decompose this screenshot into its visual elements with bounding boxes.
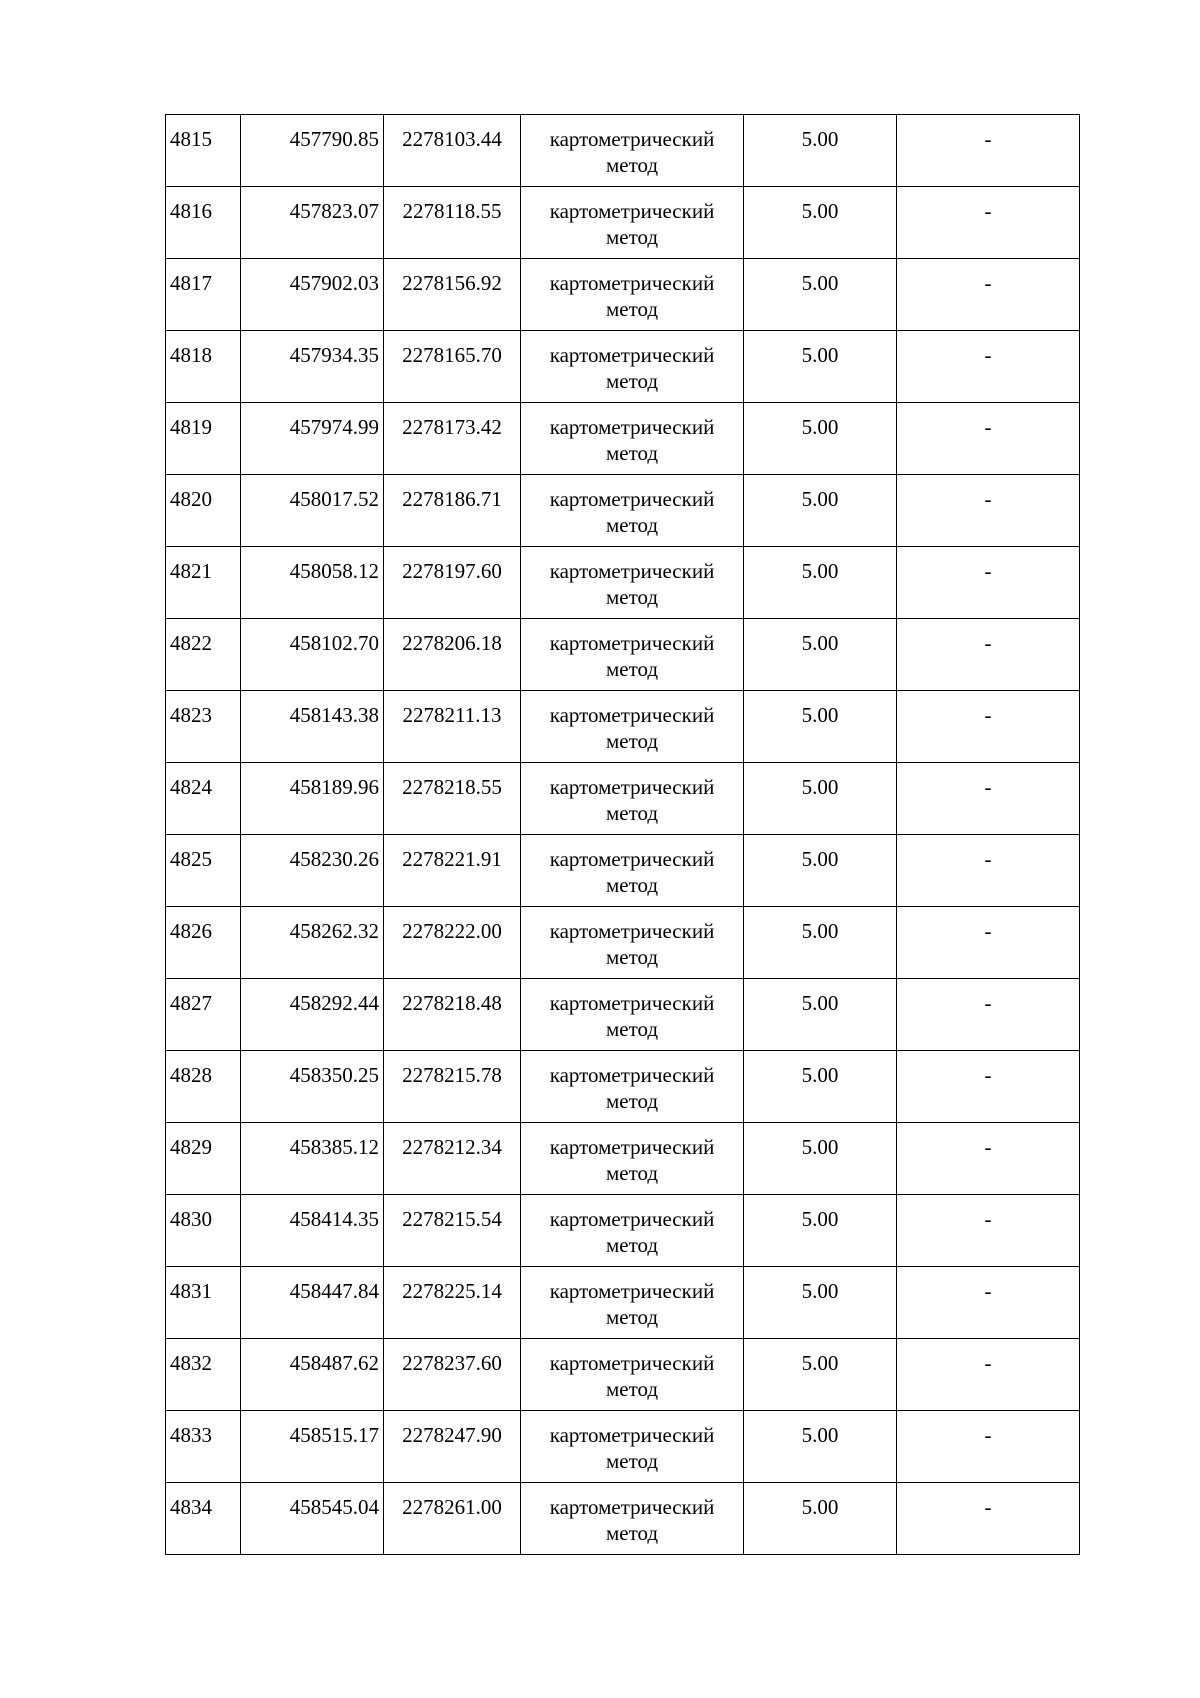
table-row bbox=[166, 1339, 1080, 1411]
coordinates-table-body bbox=[166, 115, 1080, 1555]
y-coordinate-cell: 2278186.71 bbox=[384, 475, 521, 547]
y-coordinate-cell: 2278221.91 bbox=[384, 835, 521, 907]
y-coordinate-cell: 2278247.90 bbox=[384, 1411, 521, 1483]
note-cell: - bbox=[897, 835, 1080, 907]
precision-cell: 5.00 bbox=[744, 1411, 897, 1483]
method-cell: картометрический метод bbox=[521, 547, 744, 619]
note-cell: - bbox=[897, 763, 1080, 835]
precision-cell: 5.00 bbox=[744, 403, 897, 475]
table-row bbox=[166, 259, 1080, 331]
x-coordinate-cell: 458017.52 bbox=[241, 475, 384, 547]
note-cell: - bbox=[897, 1123, 1080, 1195]
x-coordinate-cell: 457790.85 bbox=[241, 115, 384, 187]
table-row bbox=[166, 1123, 1080, 1195]
method-cell: картометрический метод bbox=[521, 1267, 744, 1339]
point-number-cell: 4820 bbox=[166, 475, 241, 547]
table-row bbox=[166, 835, 1080, 907]
y-coordinate-cell: 2278215.54 bbox=[384, 1195, 521, 1267]
x-coordinate-cell: 457823.07 bbox=[241, 187, 384, 259]
x-coordinate-cell: 458230.26 bbox=[241, 835, 384, 907]
table-row bbox=[166, 979, 1080, 1051]
x-coordinate-cell: 457902.03 bbox=[241, 259, 384, 331]
method-cell: картометрический метод bbox=[521, 475, 744, 547]
table-row bbox=[166, 187, 1080, 259]
note-cell: - bbox=[897, 1339, 1080, 1411]
method-cell: картометрический метод bbox=[521, 835, 744, 907]
x-coordinate-cell: 458058.12 bbox=[241, 547, 384, 619]
precision-cell: 5.00 bbox=[744, 835, 897, 907]
table-row bbox=[166, 1051, 1080, 1123]
y-coordinate-cell: 2278261.00 bbox=[384, 1483, 521, 1555]
y-coordinate-cell: 2278212.34 bbox=[384, 1123, 521, 1195]
method-cell: картометрический метод bbox=[521, 619, 744, 691]
point-number-cell: 4816 bbox=[166, 187, 241, 259]
note-cell: - bbox=[897, 403, 1080, 475]
point-number-cell: 4832 bbox=[166, 1339, 241, 1411]
y-coordinate-cell: 2278211.13 bbox=[384, 691, 521, 763]
precision-cell: 5.00 bbox=[744, 1483, 897, 1555]
precision-cell: 5.00 bbox=[744, 1051, 897, 1123]
y-coordinate-cell: 2278206.18 bbox=[384, 619, 521, 691]
note-cell: - bbox=[897, 1483, 1080, 1555]
method-cell: картометрический метод bbox=[521, 979, 744, 1051]
table-row bbox=[166, 115, 1080, 187]
point-number-cell: 4826 bbox=[166, 907, 241, 979]
point-number-cell: 4824 bbox=[166, 763, 241, 835]
x-coordinate-cell: 458292.44 bbox=[241, 979, 384, 1051]
precision-cell: 5.00 bbox=[744, 907, 897, 979]
table-row bbox=[166, 475, 1080, 547]
note-cell: - bbox=[897, 691, 1080, 763]
point-number-cell: 4822 bbox=[166, 619, 241, 691]
x-coordinate-cell: 458447.84 bbox=[241, 1267, 384, 1339]
table-row bbox=[166, 691, 1080, 763]
point-number-cell: 4823 bbox=[166, 691, 241, 763]
precision-cell: 5.00 bbox=[744, 331, 897, 403]
note-cell: - bbox=[897, 907, 1080, 979]
precision-cell: 5.00 bbox=[744, 547, 897, 619]
x-coordinate-cell: 458143.38 bbox=[241, 691, 384, 763]
precision-cell: 5.00 bbox=[744, 1123, 897, 1195]
point-number-cell: 4819 bbox=[166, 403, 241, 475]
method-cell: картометрический метод bbox=[521, 1123, 744, 1195]
method-cell: картометрический метод bbox=[521, 187, 744, 259]
x-coordinate-cell: 458262.32 bbox=[241, 907, 384, 979]
note-cell: - bbox=[897, 331, 1080, 403]
method-cell: картометрический метод bbox=[521, 907, 744, 979]
x-coordinate-cell: 458350.25 bbox=[241, 1051, 384, 1123]
method-cell: картометрический метод bbox=[521, 691, 744, 763]
y-coordinate-cell: 2278173.42 bbox=[384, 403, 521, 475]
precision-cell: 5.00 bbox=[744, 619, 897, 691]
coordinates-table bbox=[165, 114, 1080, 1555]
x-coordinate-cell: 457974.99 bbox=[241, 403, 384, 475]
precision-cell: 5.00 bbox=[744, 187, 897, 259]
method-cell: картометрический метод bbox=[521, 331, 744, 403]
point-number-cell: 4833 bbox=[166, 1411, 241, 1483]
precision-cell: 5.00 bbox=[744, 1195, 897, 1267]
method-cell: картометрический метод bbox=[521, 115, 744, 187]
y-coordinate-cell: 2278156.92 bbox=[384, 259, 521, 331]
note-cell: - bbox=[897, 979, 1080, 1051]
method-cell: картометрический метод bbox=[521, 1051, 744, 1123]
table-row bbox=[166, 547, 1080, 619]
note-cell: - bbox=[897, 547, 1080, 619]
point-number-cell: 4825 bbox=[166, 835, 241, 907]
method-cell: картометрический метод bbox=[521, 1411, 744, 1483]
table-row bbox=[166, 619, 1080, 691]
y-coordinate-cell: 2278118.55 bbox=[384, 187, 521, 259]
x-coordinate-cell: 458385.12 bbox=[241, 1123, 384, 1195]
x-coordinate-cell: 458545.04 bbox=[241, 1483, 384, 1555]
table-row bbox=[166, 1195, 1080, 1267]
method-cell: картометрический метод bbox=[521, 1339, 744, 1411]
x-coordinate-cell: 458102.70 bbox=[241, 619, 384, 691]
point-number-cell: 4815 bbox=[166, 115, 241, 187]
x-coordinate-cell: 458189.96 bbox=[241, 763, 384, 835]
note-cell: - bbox=[897, 259, 1080, 331]
method-cell: картометрический метод bbox=[521, 1483, 744, 1555]
point-number-cell: 4821 bbox=[166, 547, 241, 619]
note-cell: - bbox=[897, 1195, 1080, 1267]
table-row bbox=[166, 331, 1080, 403]
note-cell: - bbox=[897, 187, 1080, 259]
note-cell: - bbox=[897, 475, 1080, 547]
table-row bbox=[166, 1411, 1080, 1483]
y-coordinate-cell: 2278165.70 bbox=[384, 331, 521, 403]
table-row bbox=[166, 763, 1080, 835]
note-cell: - bbox=[897, 115, 1080, 187]
precision-cell: 5.00 bbox=[744, 1339, 897, 1411]
precision-cell: 5.00 bbox=[744, 979, 897, 1051]
method-cell: картометрический метод bbox=[521, 259, 744, 331]
y-coordinate-cell: 2278222.00 bbox=[384, 907, 521, 979]
note-cell: - bbox=[897, 1411, 1080, 1483]
precision-cell: 5.00 bbox=[744, 691, 897, 763]
method-cell: картометрический метод bbox=[521, 1195, 744, 1267]
note-cell: - bbox=[897, 1051, 1080, 1123]
point-number-cell: 4830 bbox=[166, 1195, 241, 1267]
y-coordinate-cell: 2278225.14 bbox=[384, 1267, 521, 1339]
precision-cell: 5.00 bbox=[744, 115, 897, 187]
y-coordinate-cell: 2278103.44 bbox=[384, 115, 521, 187]
point-number-cell: 4827 bbox=[166, 979, 241, 1051]
x-coordinate-cell: 458414.35 bbox=[241, 1195, 384, 1267]
y-coordinate-cell: 2278218.55 bbox=[384, 763, 521, 835]
note-cell: - bbox=[897, 1267, 1080, 1339]
method-cell: картометрический метод bbox=[521, 403, 744, 475]
table-row bbox=[166, 907, 1080, 979]
precision-cell: 5.00 bbox=[744, 1267, 897, 1339]
x-coordinate-cell: 458487.62 bbox=[241, 1339, 384, 1411]
precision-cell: 5.00 bbox=[744, 259, 897, 331]
table-row bbox=[166, 1483, 1080, 1555]
y-coordinate-cell: 2278197.60 bbox=[384, 547, 521, 619]
point-number-cell: 4828 bbox=[166, 1051, 241, 1123]
x-coordinate-cell: 457934.35 bbox=[241, 331, 384, 403]
point-number-cell: 4834 bbox=[166, 1483, 241, 1555]
y-coordinate-cell: 2278237.60 bbox=[384, 1339, 521, 1411]
point-number-cell: 4831 bbox=[166, 1267, 241, 1339]
point-number-cell: 4829 bbox=[166, 1123, 241, 1195]
x-coordinate-cell: 458515.17 bbox=[241, 1411, 384, 1483]
precision-cell: 5.00 bbox=[744, 475, 897, 547]
y-coordinate-cell: 2278218.48 bbox=[384, 979, 521, 1051]
note-cell: - bbox=[897, 619, 1080, 691]
point-number-cell: 4818 bbox=[166, 331, 241, 403]
method-cell: картометрический метод bbox=[521, 763, 744, 835]
y-coordinate-cell: 2278215.78 bbox=[384, 1051, 521, 1123]
table-row bbox=[166, 1267, 1080, 1339]
table-row bbox=[166, 403, 1080, 475]
precision-cell: 5.00 bbox=[744, 763, 897, 835]
point-number-cell: 4817 bbox=[166, 259, 241, 331]
